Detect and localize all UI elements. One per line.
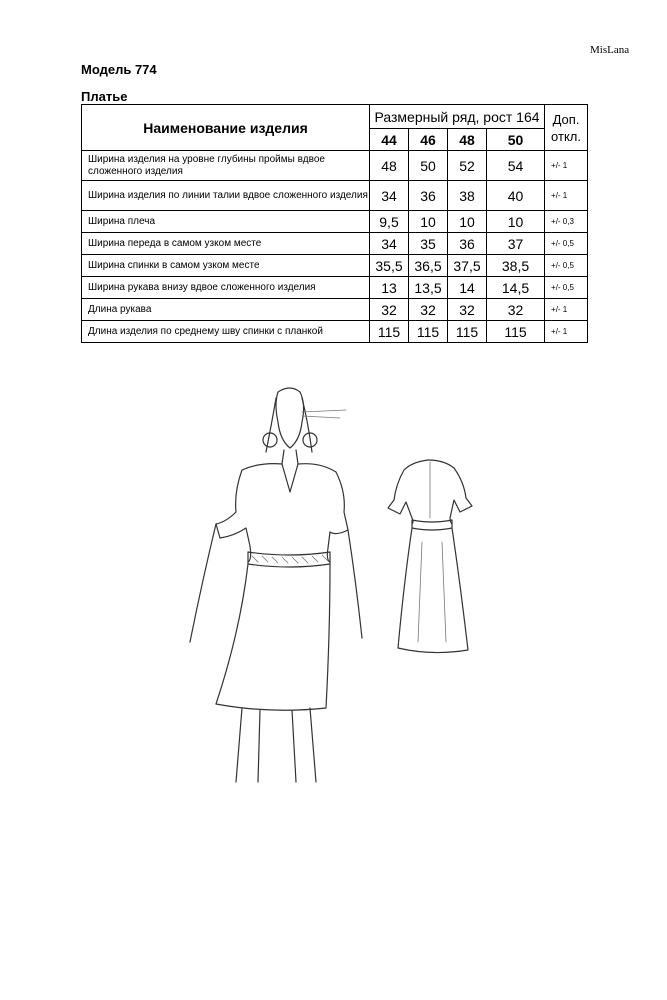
spec-rows bbox=[82, 151, 588, 343]
header-tolerance-line1: Доп. bbox=[552, 111, 580, 127]
measurement-value-size-46: 50 bbox=[409, 151, 448, 181]
header-name: Наименование изделия bbox=[82, 105, 370, 151]
measurement-value-size-50: 38,5 bbox=[487, 255, 545, 277]
size-48: 48 bbox=[448, 129, 487, 151]
measurement-value-size-50: 54 bbox=[487, 151, 545, 181]
measurement-value-size-44: 13 bbox=[370, 277, 409, 299]
measurement-name: Ширина рукава внизу вдвое сложенного изделия bbox=[82, 277, 370, 299]
measurement-value-size-48: 37,5 bbox=[448, 255, 487, 277]
measurement-value-size-46: 13,5 bbox=[409, 277, 448, 299]
size-spec-table bbox=[81, 104, 588, 343]
header-sizes: Размерный ряд, рост 164 bbox=[370, 105, 545, 129]
measurement-value-size-48: 52 bbox=[448, 151, 487, 181]
measurement-tolerance: +/- 1 bbox=[545, 181, 588, 211]
brand-name: MisLana bbox=[590, 44, 630, 56]
back-view-sketch bbox=[388, 460, 472, 653]
measurement-value-size-46: 36 bbox=[409, 181, 448, 211]
measurement-value-size-50: 40 bbox=[487, 181, 545, 211]
measurement-value-size-44: 48 bbox=[370, 151, 409, 181]
spec-row bbox=[82, 255, 588, 277]
front-view-sketch bbox=[190, 388, 362, 782]
measurement-value-size-44: 35,5 bbox=[370, 255, 409, 277]
measurement-tolerance: +/- 0,3 bbox=[545, 211, 588, 233]
product-type: Платье bbox=[81, 89, 128, 104]
measurement-value-size-46: 35 bbox=[409, 233, 448, 255]
measurement-value-size-44: 32 bbox=[370, 299, 409, 321]
measurement-value-size-44: 34 bbox=[370, 181, 409, 211]
measurement-name: Ширина изделия на уровне глубины проймы вдвое сложенного изделия bbox=[82, 151, 370, 181]
measurement-value-size-46: 32 bbox=[409, 299, 448, 321]
measurement-value-size-46: 115 bbox=[409, 321, 448, 343]
header-tolerance-line2: откл. bbox=[551, 128, 581, 144]
measurement-value-size-44: 9,5 bbox=[370, 211, 409, 233]
spec-row bbox=[82, 233, 588, 255]
measurement-value-size-48: 115 bbox=[448, 321, 487, 343]
measurement-value-size-50: 115 bbox=[487, 321, 545, 343]
measurement-value-size-50: 10 bbox=[487, 211, 545, 233]
measurement-tolerance: +/- 0,5 bbox=[545, 233, 588, 255]
measurement-tolerance: +/- 1 bbox=[545, 151, 588, 181]
measurement-value-size-48: 32 bbox=[448, 299, 487, 321]
measurement-tolerance: +/- 1 bbox=[545, 321, 588, 343]
measurement-value-size-48: 10 bbox=[448, 211, 487, 233]
spec-row bbox=[82, 299, 588, 321]
measurement-value-size-48: 14 bbox=[448, 277, 487, 299]
measurement-name: Ширина спинки в самом узком месте bbox=[82, 255, 370, 277]
measurement-tolerance: +/- 1 bbox=[545, 299, 588, 321]
measurement-value-size-48: 38 bbox=[448, 181, 487, 211]
header-tolerance bbox=[545, 105, 588, 151]
size-50: 50 bbox=[487, 129, 545, 151]
measurement-value-size-50: 32 bbox=[487, 299, 545, 321]
spec-row bbox=[82, 151, 588, 181]
model-title: Модель 774 bbox=[81, 62, 157, 77]
measurement-value-size-44: 115 bbox=[370, 321, 409, 343]
measurement-value-size-44: 34 bbox=[370, 233, 409, 255]
measurement-name: Ширина плеча bbox=[82, 211, 370, 233]
spec-row bbox=[82, 181, 588, 211]
spec-row bbox=[82, 277, 588, 299]
measurement-value-size-50: 14,5 bbox=[487, 277, 545, 299]
measurement-tolerance: +/- 0,5 bbox=[545, 255, 588, 277]
measurement-name: Ширина изделия по линии талии вдвое сложенного изделия bbox=[82, 181, 370, 211]
measurement-value-size-48: 36 bbox=[448, 233, 487, 255]
measurement-value-size-50: 37 bbox=[487, 233, 545, 255]
measurement-name: Длина изделия по среднему шву спинки с планкой bbox=[82, 321, 370, 343]
measurement-name: Ширина переда в самом узком месте bbox=[82, 233, 370, 255]
measurement-value-size-46: 36,5 bbox=[409, 255, 448, 277]
size-46: 46 bbox=[409, 129, 448, 151]
measurement-value-size-46: 10 bbox=[409, 211, 448, 233]
dress-sketch bbox=[150, 352, 520, 792]
spec-row bbox=[82, 211, 588, 233]
measurement-name: Длина рукава bbox=[82, 299, 370, 321]
size-44: 44 bbox=[370, 129, 409, 151]
spec-row bbox=[82, 321, 588, 343]
measurement-tolerance: +/- 0,5 bbox=[545, 277, 588, 299]
